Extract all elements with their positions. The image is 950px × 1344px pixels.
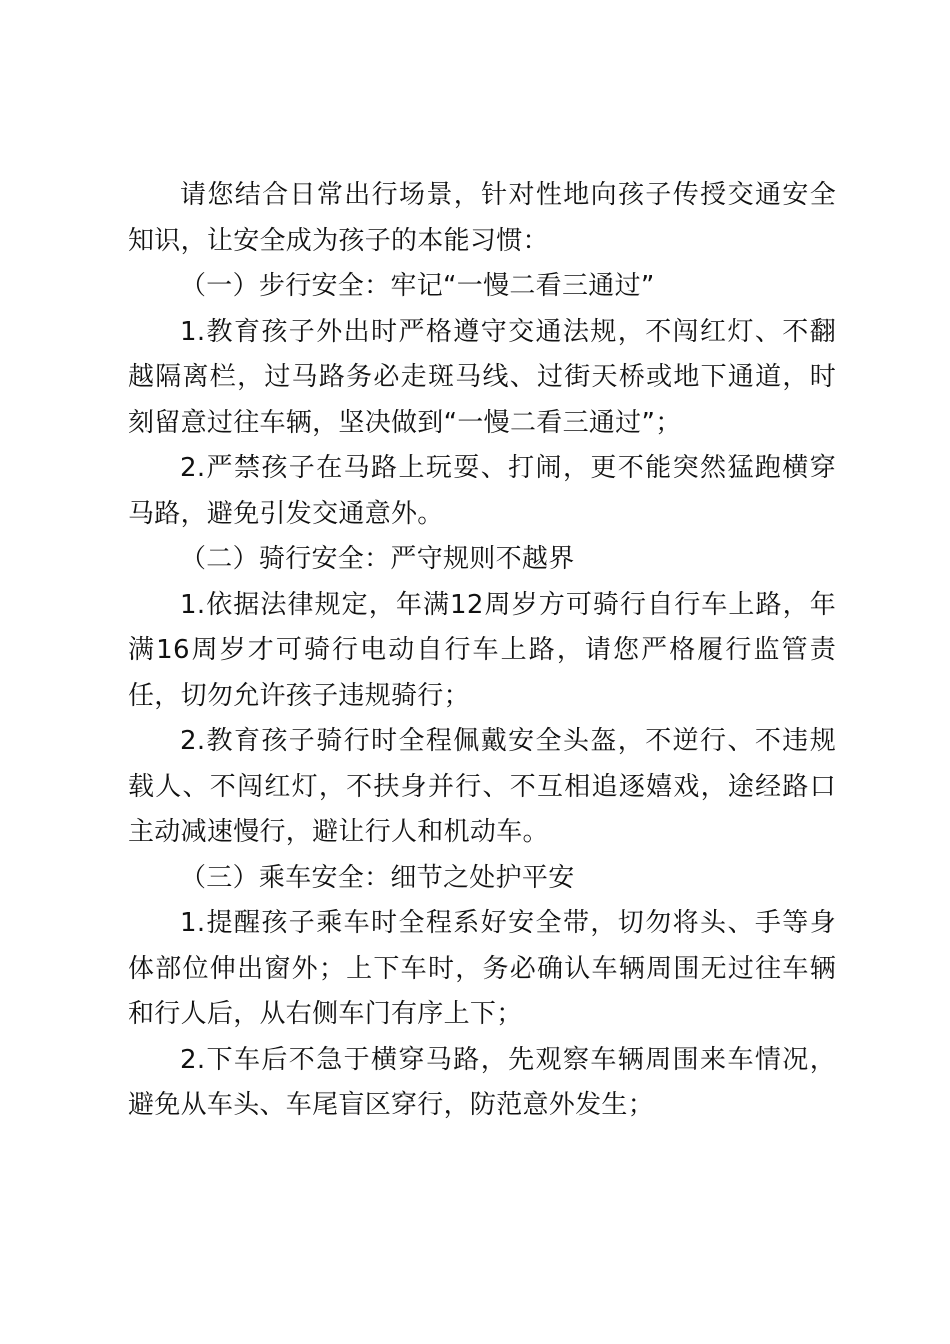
document-body <box>128 173 836 1129</box>
walking-item-1: 1.教育孩子外出时严格遵守交通法规，不闯红灯、不翻越隔离栏，过马路务必走斑马线、过街天桥或地下通道，时刻留意过往车辆，坚决做到“一慢二看三通过”； <box>128 316 836 438</box>
cycling-item-1: 1.依据法律规定，年满12周岁方可骑行自行车上路，年满16周岁才可骑行电动自行车上路，请您严格履行监管责任，切勿允许孩子违规骑行； <box>128 589 836 711</box>
section-heading-riding: （三）乘车安全：细节之处护平安 <box>180 862 575 893</box>
intro-paragraph: 请您结合日常出行场景，针对性地向孩子传授交通安全知识，让安全成为孩子的本能习惯： <box>128 180 836 256</box>
riding-item-1: 1.提醒孩子乘车时全程系好安全带，切勿将头、手等身体部位伸出窗外；上下车时，务必确认车辆周围无过往车辆和行人后，从右侧车门有序上下； <box>128 908 836 1029</box>
section-heading-cycling: （二）骑行安全：严守规则不越界 <box>180 544 575 574</box>
riding-item-2: 2.下车后不急于横穿马路，先观察车辆周围来车情况，避免从车头、车尾盲区穿行，防范意外发生； <box>128 1044 836 1120</box>
walking-item-2: 2.严禁孩子在马路上玩耍、打闹，更不能突然猛跑横穿马路，避免引发交通意外。 <box>128 453 836 529</box>
section-heading-walking: （一）步行安全：牢记“一慢二看三通过” <box>180 271 655 301</box>
cycling-item-2: 2.教育孩子骑行时全程佩戴安全头盔，不逆行、不违规载人、不闯红灯，不扶身并行、不互相追逐嬉戏，途经路口主动减速慢行，避让行人和机动车。 <box>128 726 836 847</box>
